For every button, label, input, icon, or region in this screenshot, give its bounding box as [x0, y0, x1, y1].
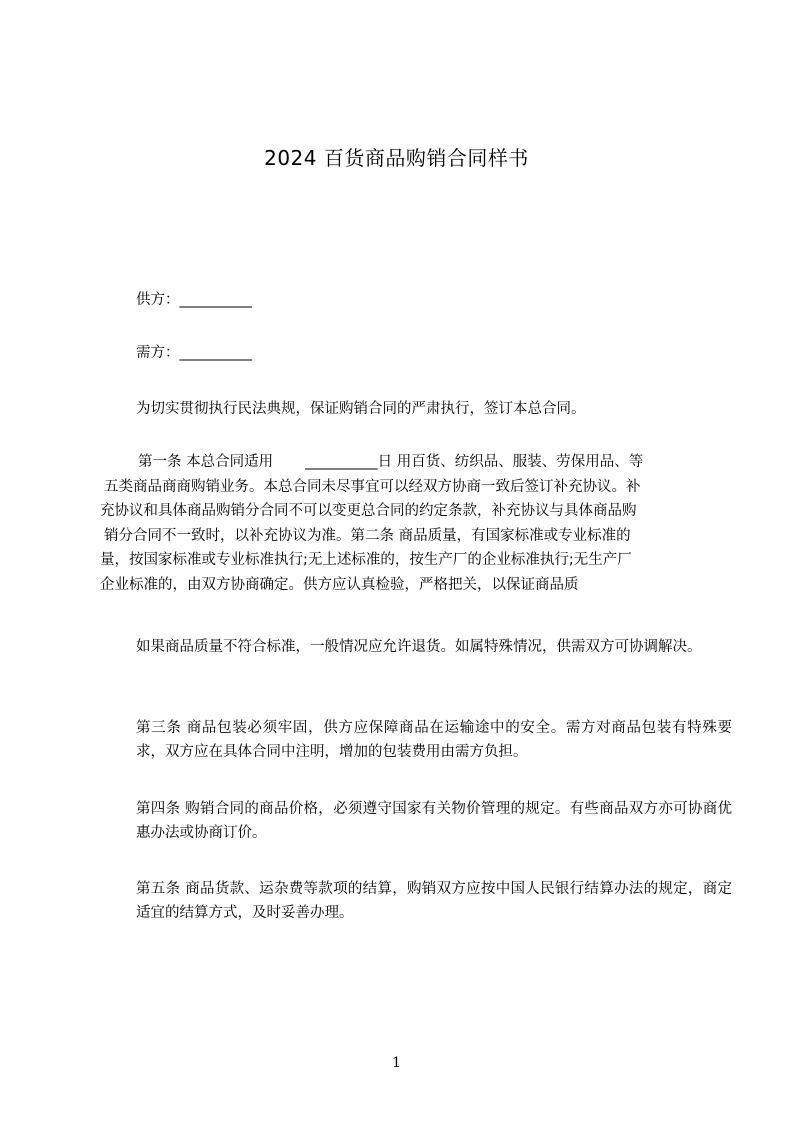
- document-title: 2024 百货商品购销合同样书: [264, 146, 529, 170]
- article-5-paragraph: 第五条 商品货款、运杂费等款项的结算，购销双方应按中国人民银行结算办法的规定，商定适宜的结算方式，及时妥善办理。: [136, 881, 732, 921]
- article-1-line-6: 企业标准的，由双方协商确定。供方应认真检验，严格把关，以保证商品质: [100, 576, 579, 593]
- intro-paragraph: 为切实贯彻执行民法典规，保证购销合同的严肃执行，签订本总合同。: [136, 401, 586, 417]
- supplier-label: 供方：: [136, 292, 180, 308]
- page-number: 1: [392, 1055, 401, 1071]
- quality-paragraph: 如果商品质量不符合标准，一般情况应允许退货。如属特殊情况，供需双方可协调解决。: [136, 639, 702, 655]
- buyer-line: [136, 341, 252, 365]
- article-4-paragraph: 第四条 购销合同的商品价格，必须遵守国家有关物价管理的规定。有些商品双方亦可协商优惠办法或协商订价。: [136, 801, 732, 841]
- article-1-line-3: 充协议和具体商品购销分合同不可以变更总合同的约定条款，补充协议与具体商品购: [100, 503, 637, 519]
- article-1-text-b: 日 用百货、纺织品、服装、劳保用品、等: [377, 454, 644, 470]
- buyer-blank: __________: [179, 345, 252, 361]
- article-1-line-4: 销分合同不一致时，以补充协议为准。第二条 商品质量，有国家标准或专业标准的: [104, 527, 631, 544]
- article-1-line-5: 量，按国家标准或专业标准执行;无上述标准的，按生产厂的企业标准执行;无生产厂: [100, 552, 632, 568]
- buyer-label: 需方：: [136, 345, 180, 361]
- article-1-blank: __________: [305, 454, 378, 470]
- article-1-text-a: 第一条 本总合同适用: [138, 454, 274, 470]
- article-1-block: [100, 450, 705, 597]
- supplier-blank: __________: [179, 292, 252, 308]
- article-1-line-2: 五类商品商商购销业务。本总合同未尽事宜可以经双方协商一致后签订补充协议。补: [104, 478, 641, 495]
- article-3-paragraph: 第三条 商品包装必须牢固，供方应保障商品在运输途中的安全。需方对商品包装有特殊要求，双方应在具体合同中注明，增加的包装费用由需方负担。: [136, 720, 732, 760]
- article-1-line-1: [100, 450, 705, 475]
- supplier-line: [136, 288, 252, 312]
